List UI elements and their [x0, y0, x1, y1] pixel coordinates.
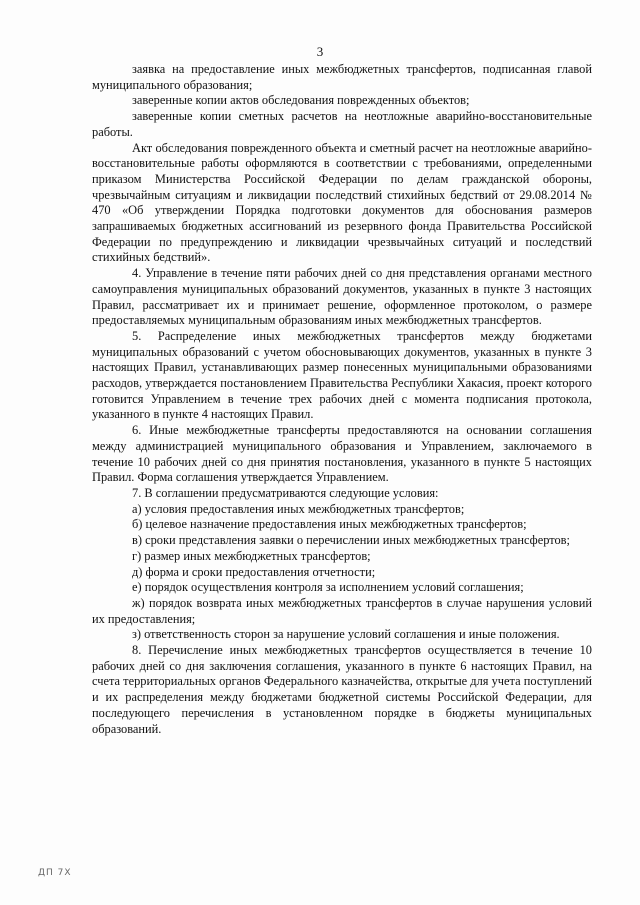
paragraph-item-4: 4. Управление в течение пяти рабочих дней со дня представления органами местного самоуправления муниципальных образований документов, указанных в пункте 3 настоящих Правил, рассматривает их и принимает решение, оформленное протоколом, о размере предоставляемых муниципальным образованиям иных межбюджетных трансфертов. [92, 266, 592, 328]
list-item-a: а) условия предоставления иных межбюджетных трансфертов; [132, 501, 465, 516]
paragraph-estimate-copies: заверенные копии сметных расчетов на неотложные аварийно-восстановительные работы. [92, 109, 592, 139]
footer-mark: ДП 7Х [38, 868, 72, 878]
paragraph-inspection-act: Акт обследования поврежденного объекта и сметный расчет на неотложные аварийно-восстановительные работы оформляются в соответствии с требованиями, определенными приказом Министерства Российской Федерации по делам гражданской обороны, чрезвычайным ситуациям и ликвидации последствий стихийных бедствий от 29.08.2014 № 470 «Об утверждении Порядка подготовки документов для обоснования размеров запрашиваемых бюджетных ассигнований из резервного фонда Правительства Российской Федерации по предупреждению и ликвидации чрезвычайных ситуаций и последствий стихийных бедствий». [92, 140, 592, 265]
paragraph-item-7: 7. В соглашении предусматриваются следующие условия: [132, 485, 439, 500]
list-item-z: з) ответственность сторон за нарушение условий соглашения и иные положения. [132, 627, 560, 642]
list-item-b: б) целевое назначение предоставления иных межбюджетных трансфертов; [132, 517, 527, 532]
paragraph-item-8: 8. Перечисление иных межбюджетных трансфертов осуществляется в течение 10 рабочих дней со дня заключения соглашения, указанного в пункте 6 настоящих Правил, на счета территориальных органов Федерального казначейства, открытые для учета поступлений и их распределения между бюджетами бюджетной системы Российской Федерации, для последующего перечисления в установленном порядке в бюджеты муниципальных образований. [92, 643, 592, 736]
list-item-e: е) порядок осуществления контроля за исполнением условий соглашения; [132, 580, 524, 595]
paragraph-application: заявка на предоставление иных межбюджетных трансфертов, подписанная главой муниципального образования; [92, 62, 592, 92]
list-item-zh: ж) порядок возврата иных межбюджетных трансфертов в случае нарушения условий их предоставления; [92, 595, 592, 626]
paragraph-item-5: 5. Распределение иных межбюджетных трансфертов между бюджетами муниципальных образований с учетом обосновывающих документов, указанных в пункте 3 настоящих Правил, устанавливающих размер понесенных муниципальными образованиями расходов, утверждается постановлением Правительства Республики Хакасия, проект которого готовится Управлением в течение трех рабочих дней с момента подписания протокола, указанного в пункте 4 настоящих Правил. [92, 328, 592, 422]
list-item-d: д) форма и сроки предоставления отчетности; [132, 564, 376, 579]
paragraph-inspection-copies: заверенные копии актов обследования поврежденных объектов; [132, 93, 470, 108]
list-item-g: г) размер иных межбюджетных трансфертов; [132, 548, 371, 563]
document-body [92, 62, 592, 737]
list-item-v: в) сроки представления заявки о перечислении иных межбюджетных трансфертов; [132, 533, 570, 548]
paragraph-item-6: 6. Иные межбюджетные трансферты предоставляются на основании соглашения между администрацией муниципального образования и Управлением, заключаемого в течение 10 рабочих дней со дня принятия постановления, указанного в пункте 5 настоящих Правил. Форма соглашения утверждается Управлением. [92, 423, 592, 485]
page-number: 3 [316, 44, 324, 59]
